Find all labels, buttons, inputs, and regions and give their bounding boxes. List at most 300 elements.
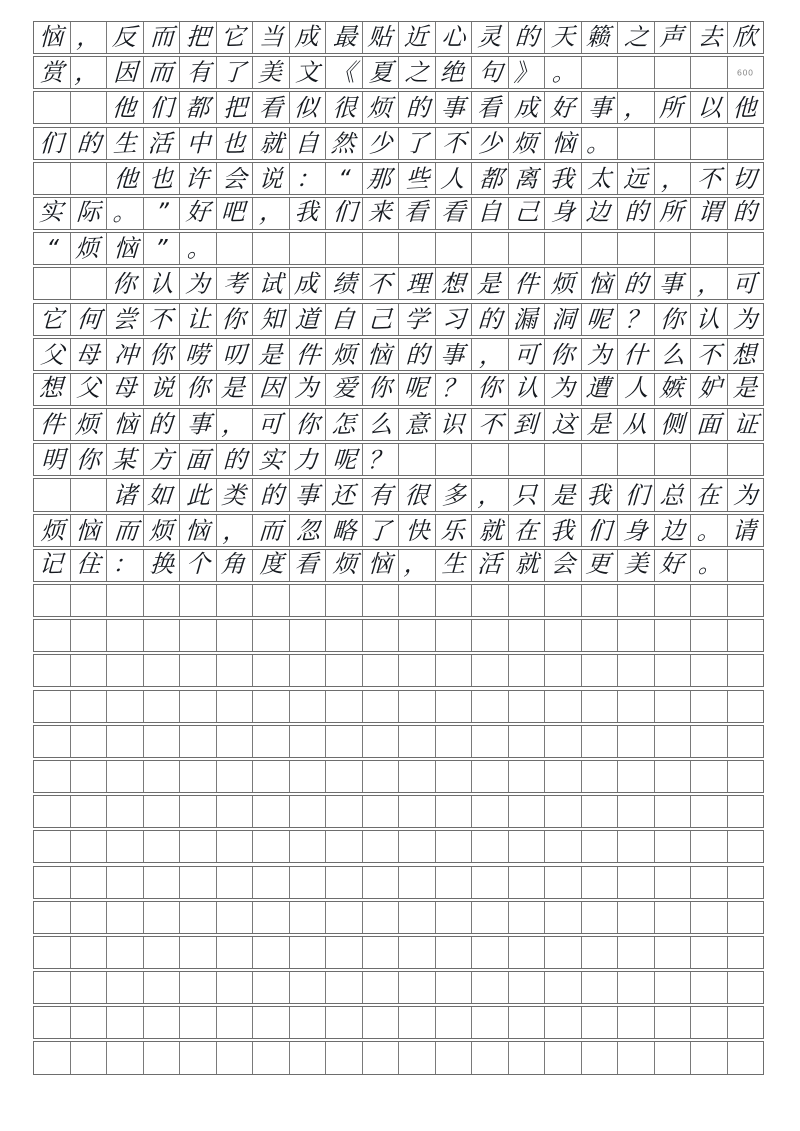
grid-cell[interactable] (144, 268, 181, 299)
grid-cell[interactable] (582, 163, 619, 194)
grid-cell[interactable] (509, 515, 546, 546)
grid-cell[interactable] (144, 937, 181, 968)
grid-cell[interactable] (363, 585, 400, 616)
grid-cell[interactable] (618, 796, 655, 827)
grid-cell[interactable] (728, 620, 764, 651)
grid-cell[interactable] (728, 515, 764, 546)
grid-cell[interactable] (618, 233, 655, 264)
grid-cell[interactable] (363, 57, 400, 88)
grid-cell[interactable] (71, 726, 108, 757)
grid-cell[interactable] (436, 796, 473, 827)
grid-cell[interactable] (180, 796, 217, 827)
grid-cell[interactable] (363, 620, 400, 651)
grid-cell[interactable] (545, 233, 582, 264)
grid-cell[interactable] (509, 550, 546, 581)
grid-cell[interactable] (290, 198, 327, 229)
grid-cell[interactable] (326, 796, 363, 827)
grid-cell[interactable] (34, 761, 71, 792)
grid-cell[interactable] (326, 761, 363, 792)
grid-cell[interactable] (691, 937, 728, 968)
grid-cell[interactable] (399, 163, 436, 194)
grid-cell[interactable] (363, 691, 400, 722)
grid-cell[interactable] (472, 444, 509, 475)
grid-cell[interactable] (34, 374, 71, 405)
grid-cell[interactable] (180, 304, 217, 335)
grid-cell[interactable] (107, 92, 144, 123)
grid-cell[interactable] (363, 339, 400, 370)
grid-cell[interactable] (217, 726, 254, 757)
grid-cell[interactable] (655, 444, 692, 475)
grid-cell[interactable] (144, 867, 181, 898)
grid-cell[interactable] (290, 796, 327, 827)
grid-cell[interactable] (180, 198, 217, 229)
grid-cell[interactable] (399, 268, 436, 299)
grid-cell[interactable] (728, 937, 764, 968)
grid-cell[interactable] (509, 1007, 546, 1038)
grid-cell[interactable] (582, 726, 619, 757)
grid-cell[interactable] (34, 831, 71, 862)
grid-cell[interactable] (436, 198, 473, 229)
grid-cell[interactable] (728, 339, 764, 370)
grid-cell[interactable] (655, 22, 692, 53)
grid-cell[interactable] (436, 620, 473, 651)
grid-cell[interactable] (618, 479, 655, 510)
grid-cell[interactable] (691, 796, 728, 827)
grid-cell[interactable] (545, 902, 582, 933)
grid-cell[interactable] (144, 233, 181, 264)
grid-cell[interactable] (399, 585, 436, 616)
grid-cell[interactable] (545, 831, 582, 862)
grid-cell[interactable] (545, 937, 582, 968)
grid-cell[interactable] (326, 444, 363, 475)
grid-cell[interactable] (144, 585, 181, 616)
grid-cell[interactable] (472, 339, 509, 370)
grid-cell[interactable] (582, 339, 619, 370)
grid-cell[interactable] (217, 761, 254, 792)
grid-cell[interactable] (399, 655, 436, 686)
grid-cell[interactable] (618, 198, 655, 229)
grid-cell[interactable] (728, 22, 764, 53)
grid-cell[interactable] (217, 479, 254, 510)
grid-cell[interactable] (655, 304, 692, 335)
grid-cell[interactable] (34, 268, 71, 299)
grid-cell[interactable] (144, 1042, 181, 1073)
grid-cell[interactable] (618, 867, 655, 898)
grid-cell[interactable] (290, 268, 327, 299)
grid-cell[interactable] (71, 796, 108, 827)
grid-cell[interactable] (582, 57, 619, 88)
grid-cell[interactable] (436, 655, 473, 686)
grid-cell[interactable] (326, 92, 363, 123)
grid-cell[interactable] (71, 902, 108, 933)
grid-cell[interactable] (290, 22, 327, 53)
grid-cell[interactable] (217, 620, 254, 651)
grid-cell[interactable] (509, 620, 546, 651)
grid-cell[interactable] (217, 198, 254, 229)
grid-cell[interactable] (399, 796, 436, 827)
grid-cell[interactable] (436, 57, 473, 88)
grid-cell[interactable] (34, 92, 71, 123)
grid-cell[interactable] (582, 902, 619, 933)
grid-cell[interactable] (618, 1007, 655, 1038)
grid-cell[interactable] (34, 902, 71, 933)
grid-cell[interactable] (253, 796, 290, 827)
grid-cell[interactable] (253, 972, 290, 1003)
grid-cell[interactable] (290, 128, 327, 159)
grid-cell[interactable] (472, 163, 509, 194)
grid-cell[interactable] (436, 726, 473, 757)
grid-cell[interactable] (472, 268, 509, 299)
grid-cell[interactable] (509, 57, 546, 88)
grid-cell[interactable] (34, 198, 71, 229)
grid-cell[interactable] (290, 937, 327, 968)
grid-cell[interactable] (363, 444, 400, 475)
grid-cell[interactable] (582, 268, 619, 299)
grid-cell[interactable] (326, 409, 363, 440)
grid-cell[interactable] (655, 1042, 692, 1073)
grid-cell[interactable] (691, 374, 728, 405)
grid-cell[interactable] (326, 198, 363, 229)
grid-cell[interactable] (217, 22, 254, 53)
grid-cell[interactable] (545, 304, 582, 335)
grid-cell[interactable] (71, 831, 108, 862)
grid-cell[interactable] (71, 761, 108, 792)
grid-cell[interactable] (363, 92, 400, 123)
grid-cell[interactable] (399, 937, 436, 968)
grid-cell[interactable] (618, 22, 655, 53)
grid-cell[interactable] (399, 374, 436, 405)
grid-cell[interactable] (326, 867, 363, 898)
grid-cell[interactable] (655, 867, 692, 898)
grid-cell[interactable] (363, 796, 400, 827)
grid-cell[interactable] (582, 1007, 619, 1038)
grid-cell[interactable] (326, 550, 363, 581)
grid-cell[interactable] (691, 655, 728, 686)
grid-cell[interactable] (582, 831, 619, 862)
grid-cell[interactable] (363, 304, 400, 335)
grid-cell[interactable] (618, 937, 655, 968)
grid-cell[interactable] (290, 233, 327, 264)
grid-cell[interactable] (728, 163, 764, 194)
grid-cell[interactable] (180, 761, 217, 792)
grid-cell[interactable] (144, 1007, 181, 1038)
grid-cell[interactable] (180, 409, 217, 440)
grid-cell[interactable] (180, 902, 217, 933)
grid-cell[interactable] (655, 57, 692, 88)
grid-cell[interactable] (253, 57, 290, 88)
grid-cell[interactable] (509, 233, 546, 264)
grid-cell[interactable] (472, 22, 509, 53)
grid-cell[interactable] (728, 444, 764, 475)
grid-cell[interactable] (618, 304, 655, 335)
grid-cell[interactable] (71, 515, 108, 546)
grid-cell[interactable] (618, 268, 655, 299)
grid-cell[interactable] (728, 479, 764, 510)
grid-cell[interactable] (582, 655, 619, 686)
grid-cell[interactable] (691, 339, 728, 370)
grid-cell[interactable] (436, 163, 473, 194)
grid-cell[interactable] (180, 726, 217, 757)
grid-cell[interactable] (691, 22, 728, 53)
grid-cell[interactable] (180, 92, 217, 123)
grid-cell[interactable] (34, 867, 71, 898)
grid-cell[interactable] (290, 479, 327, 510)
grid-cell[interactable] (34, 620, 71, 651)
grid-cell[interactable] (326, 57, 363, 88)
grid-cell[interactable] (691, 691, 728, 722)
grid-cell[interactable] (217, 1042, 254, 1073)
grid-cell[interactable] (144, 691, 181, 722)
grid-cell[interactable] (144, 620, 181, 651)
grid-cell[interactable] (655, 409, 692, 440)
grid-cell[interactable] (655, 691, 692, 722)
grid-cell[interactable] (107, 268, 144, 299)
grid-cell[interactable] (399, 550, 436, 581)
grid-cell[interactable] (728, 831, 764, 862)
grid-cell[interactable] (253, 726, 290, 757)
grid-cell[interactable] (34, 57, 71, 88)
grid-cell[interactable] (34, 972, 71, 1003)
grid-cell[interactable] (691, 515, 728, 546)
grid-cell[interactable] (253, 409, 290, 440)
grid-cell[interactable] (180, 163, 217, 194)
grid-cell[interactable] (509, 444, 546, 475)
grid-cell[interactable] (144, 22, 181, 53)
grid-cell[interactable] (71, 1042, 108, 1073)
grid-cell[interactable] (180, 620, 217, 651)
grid-cell[interactable] (691, 550, 728, 581)
grid-cell[interactable] (107, 1042, 144, 1073)
grid-cell[interactable] (655, 128, 692, 159)
grid-cell[interactable] (326, 655, 363, 686)
grid-cell[interactable] (655, 550, 692, 581)
grid-cell[interactable] (728, 726, 764, 757)
grid-cell[interactable] (253, 374, 290, 405)
grid-cell[interactable] (217, 57, 254, 88)
grid-cell[interactable] (436, 550, 473, 581)
grid-cell[interactable] (728, 1007, 764, 1038)
grid-cell[interactable] (180, 268, 217, 299)
grid-cell[interactable] (691, 585, 728, 616)
grid-cell[interactable] (655, 479, 692, 510)
grid-cell[interactable] (655, 233, 692, 264)
grid-cell[interactable] (34, 726, 71, 757)
grid-cell[interactable] (144, 409, 181, 440)
grid-cell[interactable] (107, 409, 144, 440)
grid-cell[interactable] (217, 92, 254, 123)
grid-cell[interactable] (545, 515, 582, 546)
grid-cell[interactable] (691, 902, 728, 933)
grid-cell[interactable] (71, 937, 108, 968)
grid-cell[interactable] (253, 867, 290, 898)
grid-cell[interactable] (144, 479, 181, 510)
grid-cell[interactable] (655, 374, 692, 405)
grid-cell[interactable] (71, 691, 108, 722)
grid-cell[interactable] (436, 761, 473, 792)
grid-cell[interactable] (363, 726, 400, 757)
grid-cell[interactable] (107, 726, 144, 757)
grid-cell[interactable] (180, 1042, 217, 1073)
grid-cell[interactable] (290, 691, 327, 722)
grid-cell[interactable] (545, 268, 582, 299)
grid-cell[interactable] (107, 585, 144, 616)
grid-cell[interactable] (253, 937, 290, 968)
grid-cell[interactable] (655, 972, 692, 1003)
grid-cell[interactable] (253, 1042, 290, 1073)
grid-cell[interactable] (363, 22, 400, 53)
grid-cell[interactable] (655, 761, 692, 792)
grid-cell[interactable] (290, 92, 327, 123)
grid-cell[interactable] (545, 444, 582, 475)
grid-cell[interactable] (144, 761, 181, 792)
grid-cell[interactable] (545, 972, 582, 1003)
grid-cell[interactable] (399, 198, 436, 229)
grid-cell[interactable] (71, 585, 108, 616)
grid-cell[interactable] (509, 163, 546, 194)
grid-cell[interactable] (399, 515, 436, 546)
grid-cell[interactable] (253, 1007, 290, 1038)
grid-cell[interactable] (253, 515, 290, 546)
grid-cell[interactable] (691, 761, 728, 792)
grid-cell[interactable] (363, 761, 400, 792)
grid-cell[interactable] (582, 761, 619, 792)
grid-cell[interactable] (144, 550, 181, 581)
grid-cell[interactable] (326, 902, 363, 933)
grid-cell[interactable] (71, 972, 108, 1003)
grid-cell[interactable] (618, 620, 655, 651)
grid-cell[interactable] (180, 972, 217, 1003)
grid-cell[interactable] (691, 163, 728, 194)
grid-cell[interactable] (436, 1007, 473, 1038)
grid-cell[interactable] (71, 233, 108, 264)
grid-cell[interactable] (545, 92, 582, 123)
grid-cell[interactable] (582, 867, 619, 898)
grid-cell[interactable] (34, 409, 71, 440)
grid-cell[interactable] (618, 761, 655, 792)
grid-cell[interactable] (34, 444, 71, 475)
grid-cell[interactable] (326, 339, 363, 370)
grid-cell[interactable] (107, 691, 144, 722)
grid-cell[interactable] (582, 444, 619, 475)
grid-cell[interactable] (107, 796, 144, 827)
grid-cell[interactable] (107, 374, 144, 405)
grid-cell[interactable] (253, 198, 290, 229)
grid-cell[interactable] (217, 233, 254, 264)
grid-cell[interactable] (509, 479, 546, 510)
grid-cell[interactable] (290, 1042, 327, 1073)
grid-cell[interactable] (71, 163, 108, 194)
grid-cell[interactable] (691, 867, 728, 898)
grid-cell[interactable] (253, 92, 290, 123)
grid-cell[interactable] (691, 1042, 728, 1073)
grid-cell[interactable] (472, 515, 509, 546)
grid-cell[interactable] (34, 796, 71, 827)
grid-cell[interactable] (217, 550, 254, 581)
grid-cell[interactable] (618, 57, 655, 88)
grid-cell[interactable] (144, 902, 181, 933)
grid-cell[interactable] (472, 796, 509, 827)
grid-cell[interactable] (436, 339, 473, 370)
grid-cell[interactable] (618, 972, 655, 1003)
grid-cell[interactable] (144, 57, 181, 88)
grid-cell[interactable] (618, 444, 655, 475)
grid-cell[interactable] (582, 198, 619, 229)
grid-cell[interactable] (728, 233, 764, 264)
grid-cell[interactable] (253, 339, 290, 370)
grid-cell[interactable] (217, 902, 254, 933)
grid-cell[interactable] (545, 761, 582, 792)
grid-cell[interactable] (545, 620, 582, 651)
grid-cell[interactable] (545, 585, 582, 616)
grid-cell[interactable] (545, 1007, 582, 1038)
grid-cell[interactable] (399, 57, 436, 88)
grid-cell[interactable] (399, 479, 436, 510)
grid-cell[interactable] (472, 374, 509, 405)
grid-cell[interactable] (290, 585, 327, 616)
grid-cell[interactable] (509, 304, 546, 335)
grid-cell[interactable] (144, 972, 181, 1003)
grid-cell[interactable] (290, 972, 327, 1003)
grid-cell[interactable] (618, 374, 655, 405)
grid-cell[interactable] (217, 128, 254, 159)
grid-cell[interactable] (180, 515, 217, 546)
grid-cell[interactable] (728, 761, 764, 792)
grid-cell[interactable] (71, 409, 108, 440)
grid-cell[interactable] (728, 655, 764, 686)
grid-cell[interactable] (691, 57, 728, 88)
grid-cell[interactable] (436, 867, 473, 898)
grid-cell[interactable] (107, 937, 144, 968)
grid-cell[interactable] (655, 655, 692, 686)
grid-cell[interactable] (655, 92, 692, 123)
grid-cell[interactable] (71, 22, 108, 53)
grid-cell[interactable] (691, 726, 728, 757)
grid-cell[interactable] (180, 655, 217, 686)
grid-cell[interactable] (545, 796, 582, 827)
grid-cell[interactable] (253, 479, 290, 510)
grid-cell[interactable] (71, 374, 108, 405)
grid-cell[interactable] (509, 937, 546, 968)
grid-cell[interactable] (472, 691, 509, 722)
grid-cell[interactable] (618, 1042, 655, 1073)
grid-cell[interactable] (217, 937, 254, 968)
grid-cell[interactable] (618, 92, 655, 123)
grid-cell[interactable] (436, 1042, 473, 1073)
grid-cell[interactable] (582, 972, 619, 1003)
grid-cell[interactable] (144, 92, 181, 123)
grid-cell[interactable] (107, 233, 144, 264)
grid-cell[interactable] (582, 374, 619, 405)
grid-cell[interactable] (436, 515, 473, 546)
grid-cell[interactable] (326, 304, 363, 335)
grid-cell[interactable] (399, 128, 436, 159)
grid-cell[interactable] (217, 304, 254, 335)
grid-cell[interactable] (253, 691, 290, 722)
grid-cell[interactable] (363, 515, 400, 546)
grid-cell[interactable] (728, 409, 764, 440)
grid-cell[interactable] (436, 92, 473, 123)
grid-cell[interactable] (363, 479, 400, 510)
grid-cell[interactable] (472, 867, 509, 898)
grid-cell[interactable] (107, 867, 144, 898)
grid-cell[interactable] (326, 972, 363, 1003)
grid-cell[interactable] (217, 972, 254, 1003)
grid-cell[interactable] (399, 620, 436, 651)
grid-cell[interactable] (691, 479, 728, 510)
grid-cell[interactable] (290, 550, 327, 581)
grid-cell[interactable] (253, 902, 290, 933)
grid-cell[interactable] (290, 339, 327, 370)
